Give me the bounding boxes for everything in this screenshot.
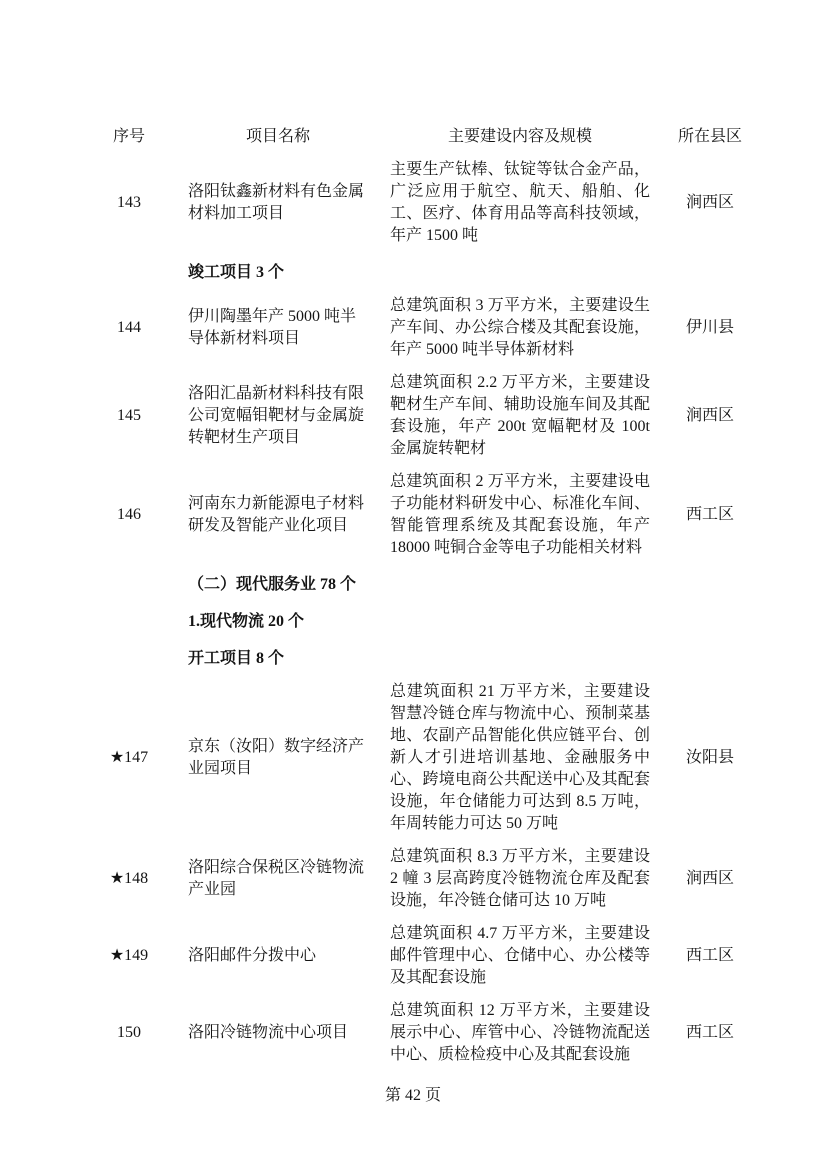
cell-county: 西工区 [685,1024,734,1041]
cell-county: 涧西区 [685,407,734,424]
cell-description: 总建筑面积 12 万平方米，主要建设展示中心、库管中心、冷链物流配送中心、质检检疫中心及其配套设施 [390,1002,650,1063]
cell-county: 涧西区 [685,870,734,887]
page-number: 第 42 页 [384,1087,441,1104]
cell-description: 主要生产钛棒、钛锭等钛合金产品，广泛应用于航空、航天、船舶、化工、医疗、体育用品等高科技领域，年产 1500 吨 [390,161,650,244]
cell-project-name: 洛阳冷链物流中心项目 [188,1024,349,1041]
table-row [100,681,748,835]
table-row [100,372,748,460]
cell-serial: 145 [117,407,141,424]
heading-sub-modern-logistics: 1.现代物流 20 个 [188,613,305,630]
cell-project-name: 洛阳邮件分拨中心 [188,947,317,964]
heading-started-projects: 开工项目 8 个 [188,650,285,667]
cell-serial: ★148 [109,870,149,887]
header-content-scale: 主要建设内容及规模 [447,128,592,145]
cell-description: 总建筑面积 8.3 万平方米，主要建设 2 幢 3 层高跨度冷链物流仓库及配套设施，年冷链仓储可达 10 万吨 [390,848,650,909]
cell-serial: ★147 [109,749,149,766]
table-row [100,846,748,912]
table-row [100,295,748,361]
table-row [100,1000,748,1066]
header-serial: 序号 [112,128,145,145]
cell-project-name: 河南东力新能源电子材料研发及智能产业化项目 [188,495,365,534]
cell-county: 汝阳县 [685,749,734,766]
cell-serial: 150 [117,1024,141,1041]
cell-description: 总建筑面积 2 万平方米，主要建设电子功能材料研发中心、标准化车间、智能管理系统及其配套设施，年产 18000 吨铜合金等电子功能相关材料 [390,473,650,556]
cell-county: 西工区 [685,506,734,523]
cell-description: 总建筑面积 21 万平方米，主要建设智慧冷链仓库与物流中心、预制菜基地、农副产品智能化供应链平台、创新人才引进培训基地、金融服务中心、跨境电商公共配送中心及其配套设施，年仓储能力可达到 8.5 万吨，年周转能力可达 50 万吨 [390,683,650,832]
table-row [100,471,748,559]
header-county: 所在县区 [677,128,742,145]
header-project-name: 项目名称 [245,128,310,145]
cell-serial: 144 [117,319,141,336]
cell-project-name: 京东（汝阳）数字经济产业园项目 [188,738,365,777]
cell-description: 总建筑面积 3 万平方米，主要建设生产车间、办公综合楼及其配套设施，年产 5000 吨半导体新材料 [390,297,650,358]
table-row [100,159,748,247]
heading-section-modern-services: （二）现代服务业 78 个 [188,576,357,593]
cell-serial: 146 [117,506,141,523]
cell-serial: ★149 [109,947,149,964]
cell-description: 总建筑面积 4.7 万平方米，主要建设邮件管理中心、仓储中心、办公楼等及其配套设施 [390,925,650,986]
cell-project-name: 伊川陶墨年产 5000 吨半导体新材料项目 [188,308,357,347]
cell-project-name: 洛阳综合保税区冷链物流产业园 [188,859,365,898]
project-table [100,126,748,1066]
cell-county: 西工区 [685,947,734,964]
cell-description: 总建筑面积 2.2 万平方米，主要建设靶材生产车间、辅助设施车间及其配套设施，年产 200t 宽幅靶材及 100t 金属旋转靶材 [390,374,650,457]
table-header-row [100,126,748,148]
cell-serial: 143 [117,194,141,211]
table-row [100,923,748,989]
cell-project-name: 洛阳汇晶新材料科技有限公司宽幅钼靶材与金属旋转靶材生产项目 [188,385,365,446]
cell-county: 伊川县 [685,319,734,336]
cell-county: 涧西区 [685,194,734,211]
heading-completed-projects: 竣工项目 3 个 [188,264,285,281]
cell-project-name: 洛阳钛鑫新材料有色金属材料加工项目 [188,183,365,222]
